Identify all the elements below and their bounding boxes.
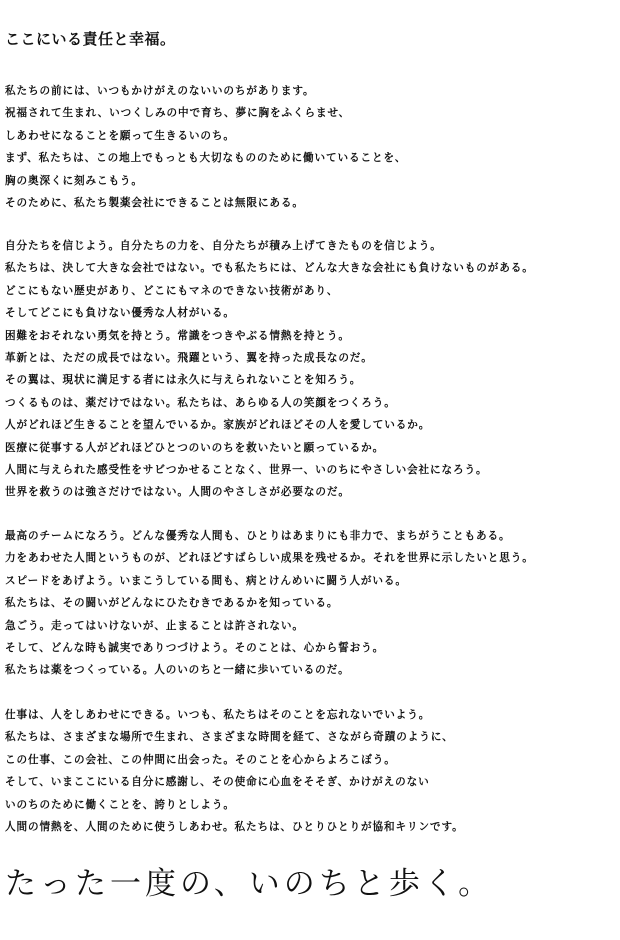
closing-slogan: たった一度の、いのちと歩く。 xyxy=(5,866,494,902)
text-line: その翼は、現状に満足する者には永久に与えられないことを知ろう。 xyxy=(5,374,362,387)
text-line: しあわせになることを願って生きるいのち。 xyxy=(5,129,235,142)
paragraph-1 xyxy=(5,80,406,214)
text-line: いのちのために働くことを、誇りとしよう。 xyxy=(5,798,235,811)
text-line: 人間に与えられた感受性をサビつかせることなく、世界一、いのちにやさしい会社になろう。 xyxy=(5,463,488,476)
text-line: 祝福されて生まれ、いつくしみの中で育ち、夢に胸をふくらませ、 xyxy=(5,107,351,120)
text-line: 急ごう。走ってはいけないが、止まることは許されない。 xyxy=(5,619,304,632)
text-line: スピードをあげよう。いまこうしている間も、病とけんめいに闘う人がいる。 xyxy=(5,574,407,587)
page-title: ここにいる責任と幸福。 xyxy=(5,30,176,48)
text-line: そのために、私たち製薬会社にできることは無限にある。 xyxy=(5,196,304,209)
text-line: 世界を救うのは強さだけではない。人間のやさしさが必要なのだ。 xyxy=(5,486,350,499)
text-line: 私たちは、さまざまな場所で生まれ、さまざまな時間を経て、さながら奇蹟のように、 xyxy=(5,731,454,744)
text-line: どこにもない歴史があり、どこにもマネのできない技術があり、 xyxy=(5,284,339,297)
paragraph-3 xyxy=(5,525,534,682)
text-line: 私たちの前には、いつもかけがえのないいのちがあります。 xyxy=(5,85,315,97)
text-line: この仕事、この会社、この仲間に出会った。そのことを心からよろこぼう。 xyxy=(5,753,396,766)
text-line: 私たちは、その闘いがどんなにひたむきであるかを知っている。 xyxy=(5,597,339,610)
paragraph-2 xyxy=(5,235,534,504)
text-line: そして、どんな時も誠実でありつづけよう。そのことは、心から誓おう。 xyxy=(5,641,385,654)
text-line: 人がどれほど生きることを望んでいるか。家族がどれほどその人を愛しているか。 xyxy=(5,419,431,432)
text-line: そしてどこにも負けない優秀な人材がいる。 xyxy=(5,307,235,320)
text-line: 私たちは、決して大きな会社ではない。でも私たちには、どんな大きな会社にも負けないものがある。 xyxy=(5,262,534,275)
text-line: まず、私たちは、この地上でもっとも大切なもののために働いていることを、 xyxy=(5,152,407,165)
text-line: そして、いまここにいる自分に感謝し、その使命に心血をそそぎ、かけがえのない xyxy=(5,776,430,789)
text-line: 医療に従事する人がどれほどひとつのいのちを救いたいと願っているか。 xyxy=(5,441,385,454)
text-line: 革新とは、ただの成長ではない。飛躍という、翼を持った成長なのだ。 xyxy=(5,351,373,364)
text-line: 力をあわせた人間というものが、どれほどすばらしい成果を残せるか。それを世界に示したいと思う。 xyxy=(5,552,534,565)
text-line: 自分たちを信じよう。自分たちの力を、自分たちが積み上げてきたものを信じよう。 xyxy=(5,240,442,252)
text-line: つくるものは、薬だけではない。私たちは、あらゆる人の笑顔をつくろう。 xyxy=(5,396,396,409)
text-line: 仕事は、人をしあわせにできる。いつも、私たちはそのことを忘れないでいよう。 xyxy=(5,709,431,721)
text-line: 私たちは薬をつくっている。人のいのちと一緒に歩いているのだ。 xyxy=(5,664,350,677)
text-line: 最高のチームになろう。どんな優秀な人間も、ひとりはあまりにも非力で、まちがうこともある。 xyxy=(5,530,511,542)
paragraph-4 xyxy=(5,704,464,838)
text-line: 胸の奥深くに刻みこもう。 xyxy=(5,174,143,187)
text-line: 困難をおそれない勇気を持とう。常識をつきやぶる情熱を持とう。 xyxy=(5,329,350,342)
text-line: 人間の情熱を、人間のために使うしあわせ。私たちは、ひとりひとりが協和キリンです。 xyxy=(5,820,464,833)
